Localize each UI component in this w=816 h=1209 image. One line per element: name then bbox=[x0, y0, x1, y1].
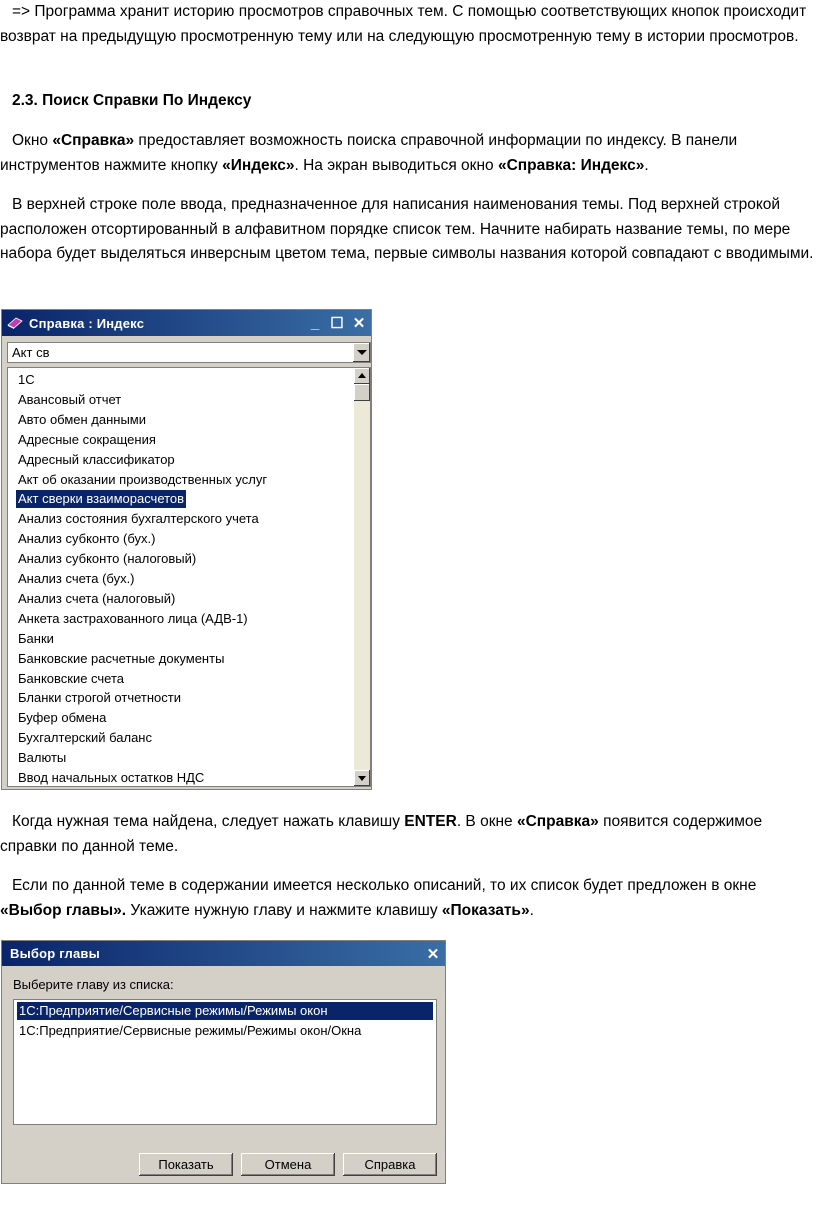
chapter-list[interactable] bbox=[13, 999, 437, 1125]
topic-list-item[interactable]: Авто обмен данными bbox=[18, 411, 147, 427]
topic-list-item[interactable]: 1С bbox=[18, 372, 35, 387]
chapter-select-titlebar bbox=[2, 941, 445, 966]
topic-list-scrollbar[interactable] bbox=[354, 368, 370, 786]
p4-part-c: . В окне bbox=[456, 813, 517, 830]
p5-part-e: . bbox=[529, 901, 534, 919]
p2-part-e: . На экран выводиться окно bbox=[294, 156, 498, 174]
scrollbar-thumb[interactable] bbox=[354, 384, 370, 401]
topic-list-item[interactable]: Анкета застрахованного лица (АДВ-1) bbox=[18, 610, 248, 626]
section-heading-text: 2.3. Поиск Справки По Индексу bbox=[12, 92, 252, 109]
paragraph-history-text: => Программа хранит историю просмотров справочных тем. С помощью соответствующих кнопок происходит возврат на предыдущую просмотренную тему или на следующую просмотренную тему в истории просмотров. bbox=[0, 3, 807, 45]
topic-list-item[interactable]: Анализ субконто (налоговый) bbox=[18, 551, 197, 567]
p2-part-a: Окно bbox=[12, 132, 53, 149]
topic-list-item[interactable]: Валюты bbox=[18, 750, 67, 766]
show-button[interactable]: Показать bbox=[139, 1153, 233, 1176]
chapter-prompt-label: Выберите главу из списка: bbox=[13, 977, 174, 992]
topic-list-item[interactable]: Анализ счета (налоговый) bbox=[18, 590, 176, 606]
minimize-button[interactable]: _ bbox=[310, 314, 320, 332]
section-heading bbox=[0, 89, 816, 114]
chapter-select-title: Выбор главы bbox=[10, 946, 100, 961]
topic-list-item[interactable]: Анализ субконто (бух.) bbox=[18, 531, 156, 547]
p2-part-f: «Справка: Индекс» bbox=[497, 156, 645, 174]
p5-part-d: «Показать» bbox=[441, 901, 530, 919]
paragraph-history bbox=[0, 0, 816, 49]
topic-search-value[interactable]: Акт св bbox=[12, 345, 50, 360]
topic-list-item[interactable]: Банковские счета bbox=[18, 670, 125, 686]
help-index-window bbox=[1, 309, 372, 790]
scroll-down-arrow-icon[interactable] bbox=[354, 770, 370, 786]
p2-part-g: . bbox=[644, 156, 649, 174]
chevron-down-icon[interactable] bbox=[352, 343, 370, 362]
topic-list-item[interactable]: Анализ счета (бух.) bbox=[18, 571, 135, 586]
topic-list-item[interactable]: Банки bbox=[18, 630, 54, 646]
maximize-button[interactable]: ☐ bbox=[330, 315, 344, 332]
close-button[interactable]: ✕ bbox=[426, 945, 440, 963]
topic-list-item[interactable]: Авансовый отчет bbox=[18, 391, 122, 407]
topic-list-item[interactable]: Адресные сокращения bbox=[18, 431, 156, 447]
help-index-titlebar bbox=[2, 310, 371, 336]
topic-list-item[interactable]: Адресный классификатор bbox=[18, 451, 175, 467]
chapter-list-item[interactable]: 1С:Предприятие/Сервисные режимы/Режимы окон bbox=[17, 1002, 433, 1020]
topic-list-item[interactable]: Анализ состояния бухгалтерского учета bbox=[18, 511, 259, 527]
cancel-button[interactable]: Отмена bbox=[241, 1153, 335, 1176]
p2-part-c: предоставляет возможность поиска справочной информации по индексу. В панели инструментов нажмите кнопку bbox=[0, 132, 738, 174]
topic-list[interactable] bbox=[7, 367, 371, 787]
topic-list-item[interactable]: Акт сверки взаиморасчетов bbox=[18, 491, 185, 507]
topic-list-item[interactable]: Банковские расчетные документы bbox=[18, 650, 225, 666]
paragraph-enter-key bbox=[0, 810, 816, 859]
p4-part-a: Когда нужная тема найдена, следует нажать клавишу bbox=[12, 813, 405, 830]
paragraph-chapter-choice bbox=[0, 874, 816, 923]
paragraph-search-field bbox=[0, 193, 816, 267]
scroll-up-arrow-icon[interactable] bbox=[354, 368, 370, 384]
help-index-title: Справка : Индекс bbox=[29, 315, 145, 331]
p5-part-b: «Выбор главы». bbox=[0, 901, 127, 919]
p4-part-b: ENTER bbox=[404, 813, 457, 830]
chapter-select-window bbox=[1, 940, 446, 1184]
topic-search-combobox[interactable] bbox=[7, 342, 371, 363]
topic-list-item[interactable]: Бухгалтерский баланс bbox=[18, 730, 152, 746]
p4-part-e: появится содержимое справки по данной теме. bbox=[0, 813, 763, 855]
paragraph-search-field-text: В верхней строке поле ввода, предназначенное для написания наименования темы. Под верхней строкой расположен отсортированный в алфавитном порядке список тем. Начните набирать название темы, по мере набора будет выделяться инверсным цветом тема, первые символы названия которой совпадают с вводимыми. bbox=[0, 196, 814, 262]
help-book-icon bbox=[7, 316, 23, 330]
p2-part-d: «Индекс» bbox=[222, 156, 295, 174]
help-button[interactable]: Справка bbox=[343, 1153, 437, 1176]
p5-part-c: Укажите нужную главу и нажмите клавишу bbox=[126, 901, 442, 919]
close-button[interactable]: ✕ bbox=[352, 315, 366, 332]
p4-part-d: «Справка» bbox=[516, 813, 599, 830]
topic-list-item[interactable]: Буфер обмена bbox=[18, 710, 107, 726]
chapter-list-item[interactable]: 1С:Предприятие/Сервисные режимы/Режимы окон/Окна bbox=[19, 1023, 362, 1038]
topic-list-item[interactable]: Бланки строгой отчетности bbox=[18, 690, 181, 706]
p2-part-b: «Справка» bbox=[52, 132, 135, 149]
topic-list-item[interactable]: Акт об оказании производственных услуг bbox=[18, 471, 268, 487]
paragraph-index-window bbox=[0, 129, 816, 178]
topic-list-item[interactable]: Ввод начальных остатков НДС bbox=[18, 770, 205, 785]
p5-part-a: Если по данной теме в содержании имеется несколько описаний, то их список будет предложен в окне bbox=[12, 877, 757, 894]
